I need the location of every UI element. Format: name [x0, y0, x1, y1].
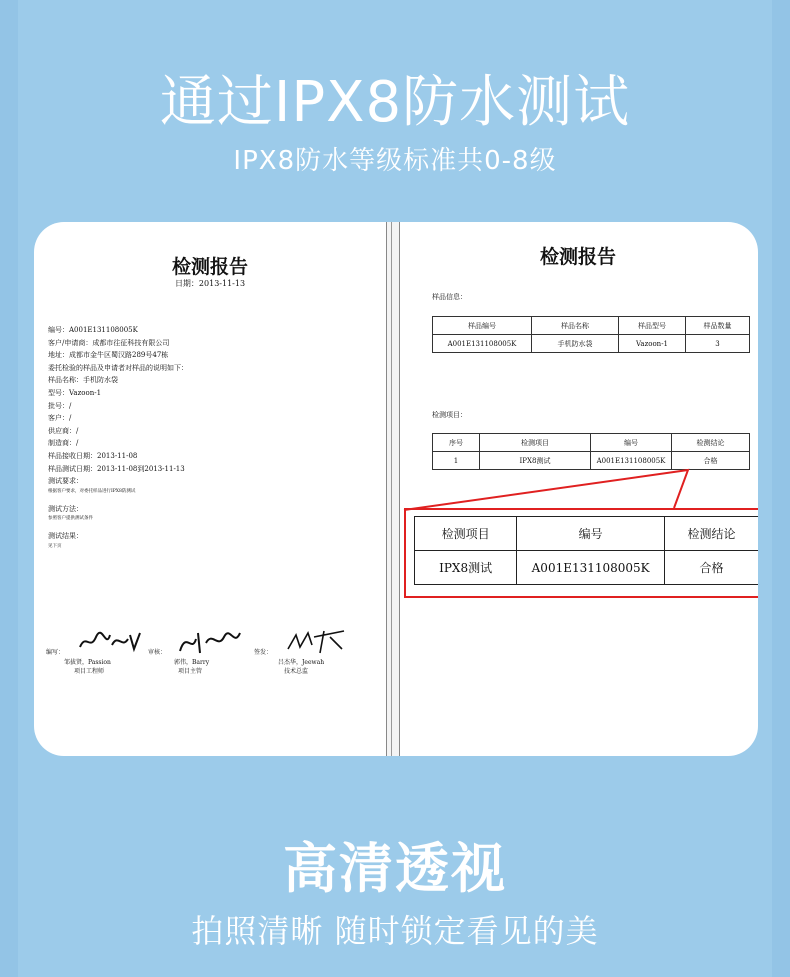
test-method-text: 参照客户提供测试条件	[48, 516, 93, 522]
report-field: 地址：成都市金牛区蜀汉路289号47栋	[48, 351, 169, 360]
signer-role: 编写：	[46, 649, 65, 656]
table-cell: A001E131108005K	[517, 551, 665, 585]
sample-info-table	[432, 316, 750, 353]
table-cell: 手机防水袋	[532, 335, 619, 353]
zoom-callout-pointer	[398, 462, 758, 514]
report-field: 委托检验的样品及申请者对样品的说明如下：	[48, 363, 188, 372]
report-field: 客户：/	[48, 414, 72, 423]
zoomed-test-table	[414, 516, 758, 585]
table-header-cell: 检测结论	[672, 434, 750, 452]
signature-scrawl	[178, 627, 248, 655]
left-report-fields	[48, 324, 378, 550]
test-method-label: 测试方法：	[48, 504, 83, 513]
test-result-text: 见下页	[48, 543, 62, 549]
report-field: 制造商：/	[48, 439, 79, 448]
hero-subtitle: IPX8防水等级标准共0-8级	[233, 146, 557, 176]
table-header-row	[433, 317, 750, 335]
table-header-cell: 样品编号	[433, 317, 532, 335]
left-report-date: 日期：2013-11-13	[174, 279, 246, 288]
test-items-label: 检测项目：	[432, 411, 467, 419]
report-field: 样品接收日期：2013-11-08	[48, 451, 138, 460]
table-header-row	[415, 517, 759, 551]
left-report-title: 检测报告	[171, 256, 248, 278]
bottom-title: 高清透视	[283, 837, 507, 900]
report-field: 样品名称：手机防水袋	[48, 376, 118, 385]
table-cell: IPX8测试	[415, 551, 517, 585]
report-field: 编号：A001E131108005K	[48, 326, 138, 334]
table-cell: 合格	[665, 551, 758, 585]
report-field: 样品测试日期：2013-11-08到2013-11-13	[48, 464, 185, 473]
report-field: 客户/申请商：成都市往征科技有限公司	[48, 338, 170, 347]
table-header-cell: 样品名称	[532, 317, 619, 335]
test-requirement-text: 根据客户要求，对委托样品进行IPX8防测试	[48, 488, 136, 494]
signature-scrawl	[284, 627, 354, 655]
table-header-cell: 编号	[517, 517, 665, 551]
test-requirement-label: 测试要求：	[48, 477, 83, 486]
signer-role: 签发：	[254, 649, 273, 656]
signer-title: 项目工程师	[74, 668, 105, 675]
signer-title: 技术总监	[284, 668, 309, 675]
table-cell: Vazoon-1	[619, 335, 686, 353]
sample-info-label: 样品信息：	[432, 293, 467, 301]
table-cell: IPX8测试	[480, 452, 591, 470]
signer-name: 吕杰华，Jeewah	[278, 659, 325, 666]
table-header-cell: 编号	[591, 434, 672, 452]
table-header-row	[433, 434, 750, 452]
hero-title: 通过IPX8防水测试	[159, 70, 631, 135]
signer-name: 郭伟，Barry	[174, 659, 210, 666]
table-header-cell: 样品数量	[686, 317, 750, 335]
table-header-cell: 检测结论	[665, 517, 758, 551]
table-cell: A001E131108005K	[591, 452, 672, 470]
table-row	[415, 551, 759, 585]
table-cell: 合格	[672, 452, 750, 470]
signer-role: 审核：	[148, 649, 167, 656]
signer-title: 项目主管	[178, 668, 203, 675]
bottom-subtitle: 拍照清晰 随时锁定看见的美	[191, 912, 599, 950]
signer-name: 邹拔贤，Passion	[64, 659, 111, 666]
table-header-cell: 检测项目	[415, 517, 517, 551]
table-row	[433, 335, 750, 353]
table-cell: 3	[686, 335, 750, 353]
report-card	[34, 222, 758, 756]
report-field: 型号：Vazoon-1	[48, 388, 102, 397]
table-header-cell: 检测项目	[480, 434, 591, 452]
report-field: 供应商：/	[48, 426, 79, 435]
signature-scrawl	[76, 627, 146, 655]
test-result-label: 测试结果：	[48, 532, 83, 541]
table-header-cell: 样品型号	[619, 317, 686, 335]
report-field: 批号：/	[48, 401, 72, 410]
table-header-cell: 序号	[433, 434, 480, 452]
table-cell: 1	[433, 452, 480, 470]
right-report-title: 检测报告	[539, 246, 616, 268]
table-cell: A001E131108005K	[433, 335, 532, 353]
